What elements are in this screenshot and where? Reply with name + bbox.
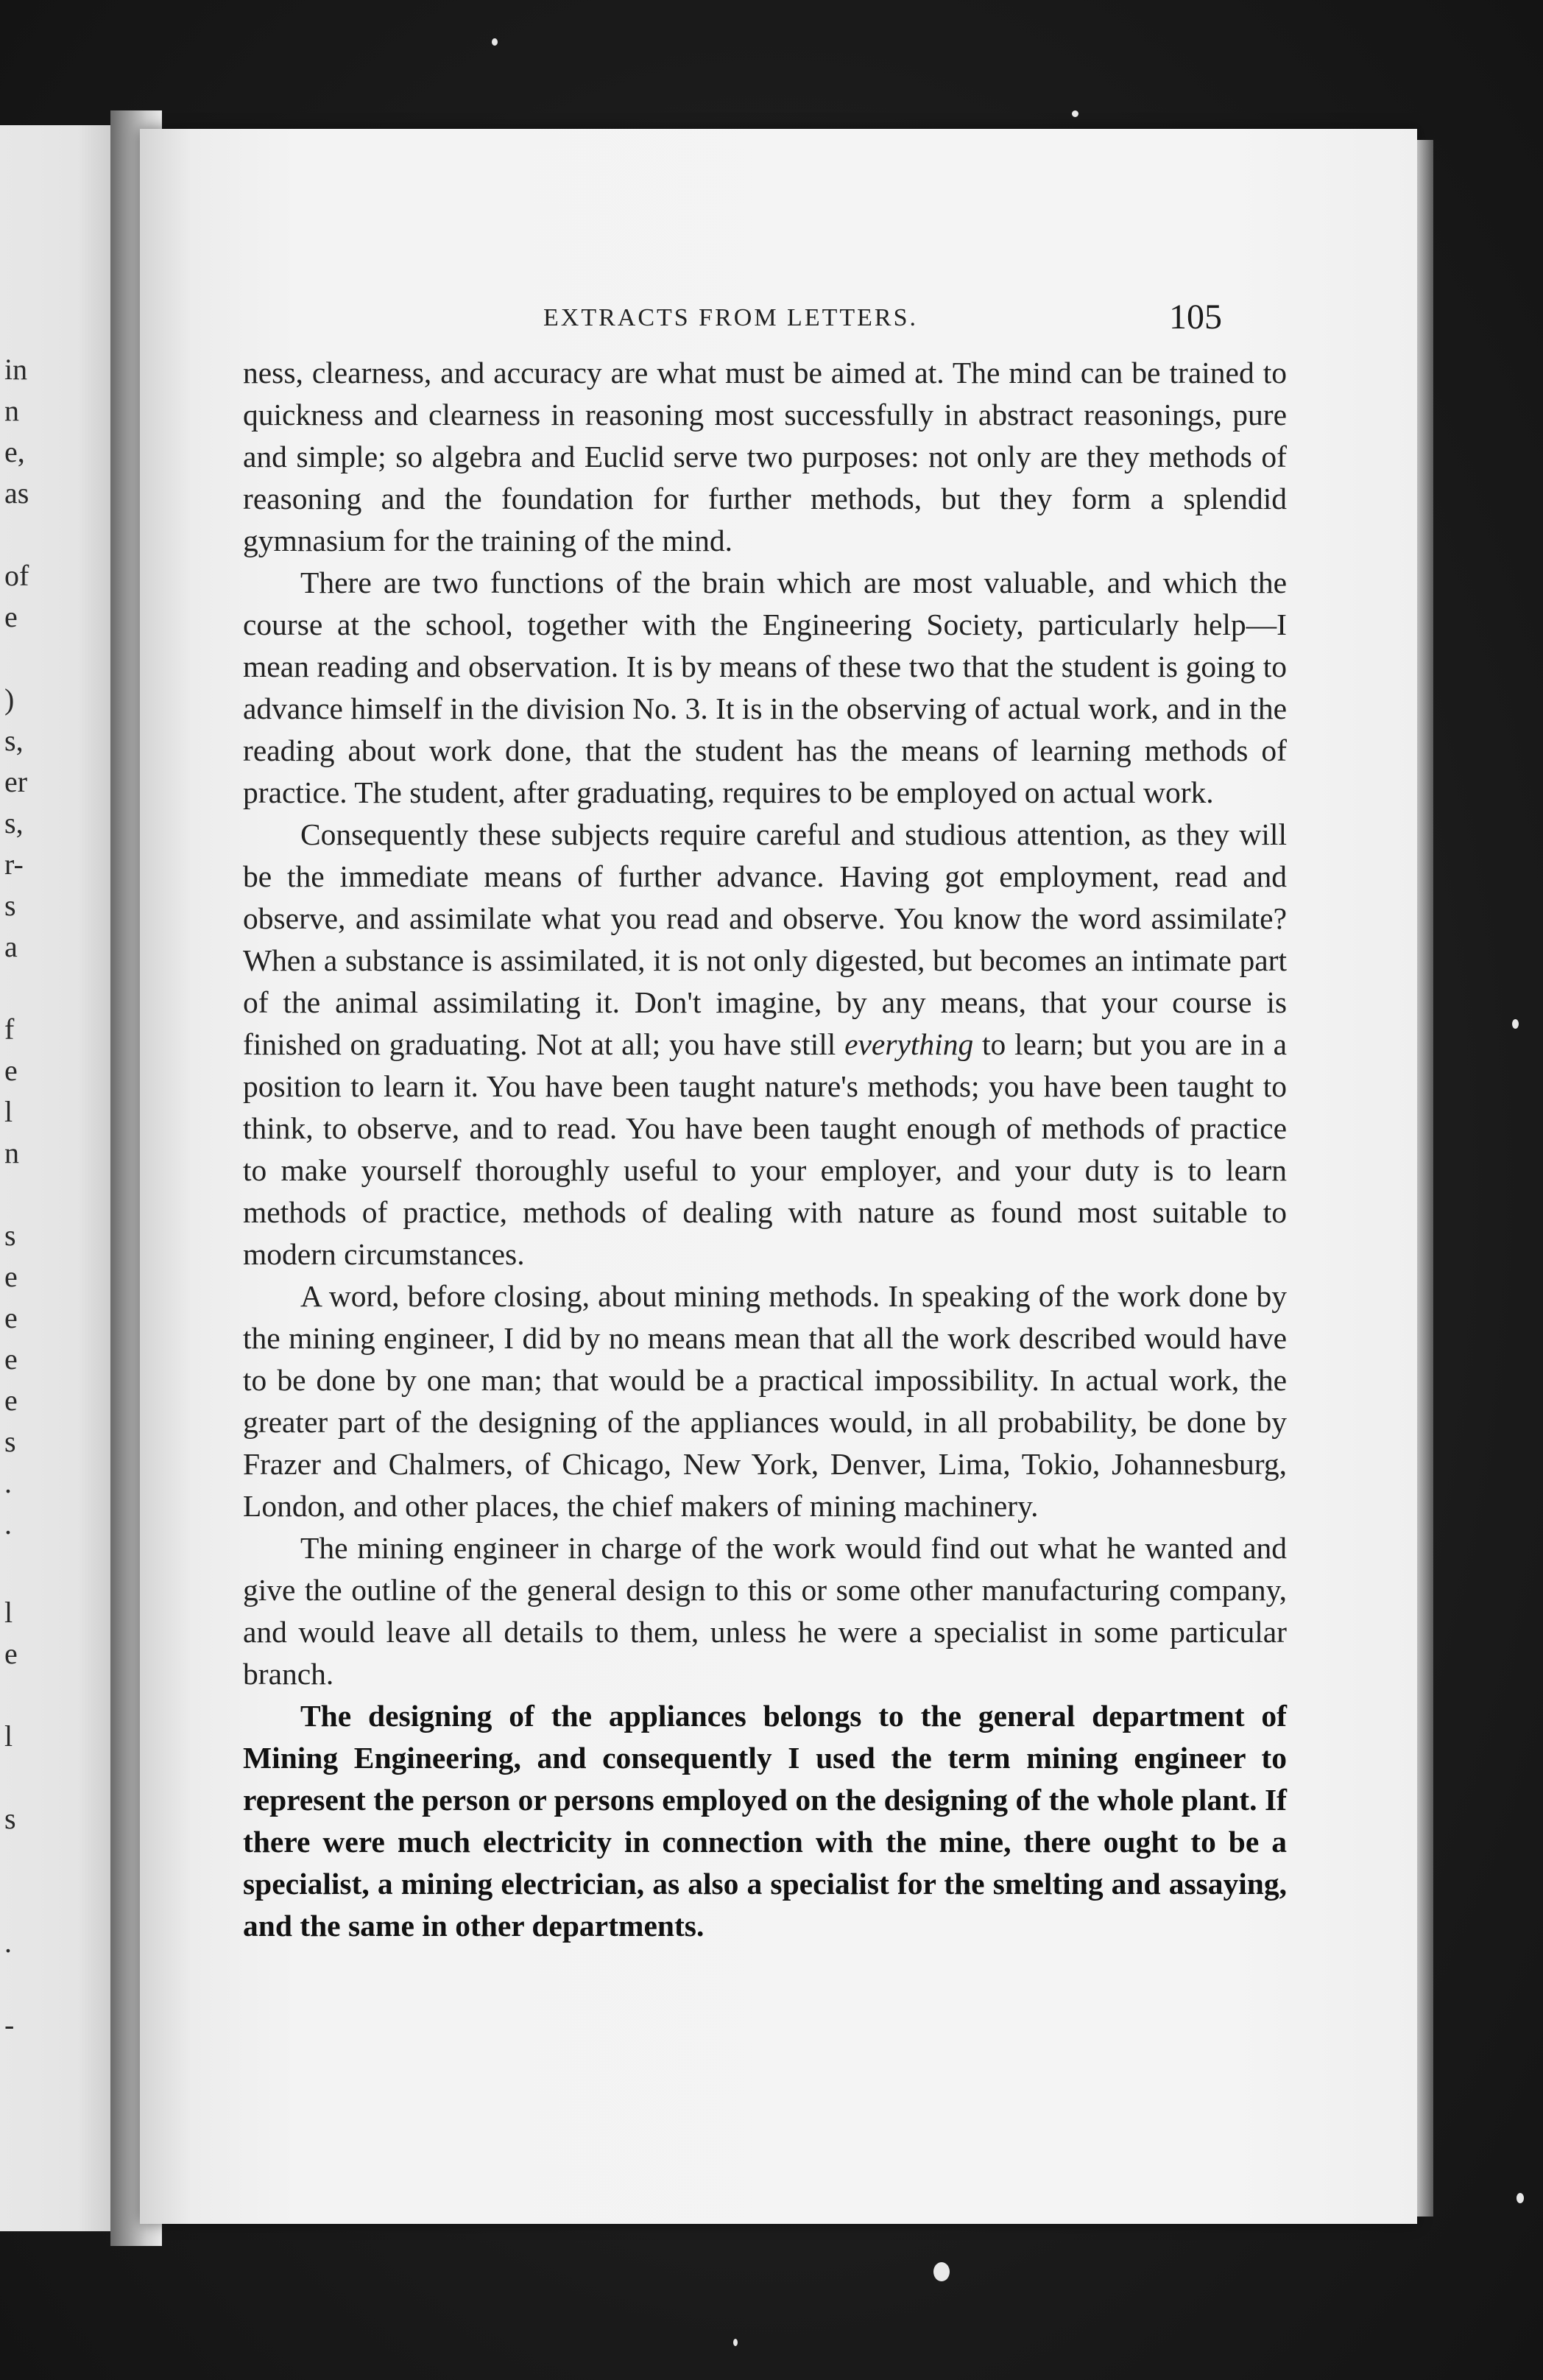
dust-speck <box>1516 2193 1524 2203</box>
facing-page-fragment: . <box>4 1507 12 1541</box>
facing-page-fragment: of <box>4 559 29 592</box>
facing-page-fragment: e <box>4 600 18 633</box>
facing-page-fragment: er <box>4 765 28 798</box>
dust-speck <box>933 2262 950 2281</box>
dust-speck <box>1072 110 1078 117</box>
facing-page-fragment: e <box>4 1342 18 1376</box>
facing-page-fragment: s <box>4 1219 16 1252</box>
facing-page-fragment: - <box>4 2008 15 2041</box>
paragraph: A word, before closing, about mining methods. In speaking of the work done by the mining engineer, I did by no means mean that all the work described would have to be done by one man; that would be a practical impossibility. In actual work, the greater part of the designing of the appliances would, in all probability, be done by Frazer and Chalmers, of Chicago, New York, Denver, Lima, Tokio, Johannesburg, London, and other places, the chief makers of mining machinery. <box>243 1279 1287 1523</box>
dust-speck <box>733 2339 738 2346</box>
facing-page-fragment: s <box>4 1425 16 1458</box>
facing-page-fragment: s, <box>4 806 24 839</box>
facing-page-fragment: ) <box>4 683 15 716</box>
facing-page-fragment: in <box>4 353 28 386</box>
facing-page-fragment: a <box>4 930 18 963</box>
facing-page-fragment: e <box>4 1384 18 1417</box>
facing-page-fragment: l <box>4 1095 13 1128</box>
facing-page-fragment: r- <box>4 848 24 881</box>
paragraph-text: to learn; but you are in a position to learn it. You have been taught nature's methods; you have been taught to think, to observe, and to read. You have been taught enough of methods of practice to make yourself thoroughly useful to your employer, and your duty is to learn methods of practice, methods of dealing with nature as found most suitable to modern circumstances. <box>243 1027 1287 1271</box>
facing-page-fragment: f <box>4 1013 15 1046</box>
facing-page-fragment: n <box>4 1136 19 1169</box>
facing-page-fragment: e, <box>4 435 25 468</box>
paragraph: ness, clearness, and accuracy are what must be aimed at. The mind can be trained to quickness and clearness in reasoning most successfully in abstract reasonings, pure and simple; so algebra and Euclid serve two purposes: not only are they methods of reasoning and the foundation for further methods, but they form a splendid gymnasium for the training of the mind. <box>243 356 1287 557</box>
facing-page-fragment: n <box>4 394 19 427</box>
emphasized-word: everything <box>844 1027 974 1061</box>
facing-page-fragment: e <box>4 1301 18 1334</box>
facing-page-fragment: as <box>4 476 29 510</box>
page-edge-shadow <box>1417 140 1433 2217</box>
facing-page-fragment: e <box>4 1260 18 1293</box>
facing-page-fragment: . <box>4 1926 12 1959</box>
paragraph: The designing of the appliances belongs to the general department of Mining Engineering, and consequently I used the term mining engineer to represent the person or persons employed on the designing of the whole plant. If there were much electricity in connection with the mine, there ought to be a specialist, a mining electrician, as also a specialist for the smelting and assaying, and the same in other departments. <box>243 1699 1287 1943</box>
facing-page-fragment: s <box>4 889 16 922</box>
facing-page-fragment: s <box>4 1802 16 1835</box>
running-title: EXTRACTS FROM LETTERS. <box>543 304 918 331</box>
facing-page-fragment: e <box>4 1637 18 1670</box>
facing-page-fragment: . <box>4 1466 12 1499</box>
dust-speck <box>1512 1019 1519 1029</box>
paragraph <box>243 814 1287 1275</box>
paragraph: There are two functions of the brain which are most valuable, and which the course at the school, together with the Engineering Society, particularly help—I mean reading and observation. It is by means of these two that the student is going to advance himself in the division No. 3. It is in the observing of actual work, and in the reading about work done, that the student has the means of learning methods of practice. The student, after graduating, requires to be employed on actual work. <box>243 566 1287 809</box>
running-header <box>140 298 1417 348</box>
facing-page-edge <box>0 125 129 2231</box>
paragraph: The mining engineer in charge of the work would find out what he wanted and give the outline of the general design to this or some other manufacturing company, and would leave all details to them, unless he were a specialist in some particular branch. <box>243 1531 1287 1691</box>
facing-page-fragment: l <box>4 1596 13 1629</box>
facing-page-fragment: s, <box>4 724 24 757</box>
paragraph-text: Consequently these subjects require careful and studious attention, as they will be the immediate means of further advance. Having got employment, read and observe, and assimilate what you read and observe. You know the word assimilate? When a substance is assimilated, it is not only digested, but becomes an intimate part of the animal assimilating it. Don't imagine, by any means, that your course is finished on graduating. Not at all; you have still <box>243 817 1287 1061</box>
facing-page-fragment: l <box>4 1719 13 1753</box>
facing-page-fragment: e <box>4 1054 18 1087</box>
dust-speck <box>492 38 498 46</box>
book-page <box>140 129 1417 2224</box>
body-text <box>243 352 1287 1947</box>
page-number: 105 <box>1169 298 1222 337</box>
